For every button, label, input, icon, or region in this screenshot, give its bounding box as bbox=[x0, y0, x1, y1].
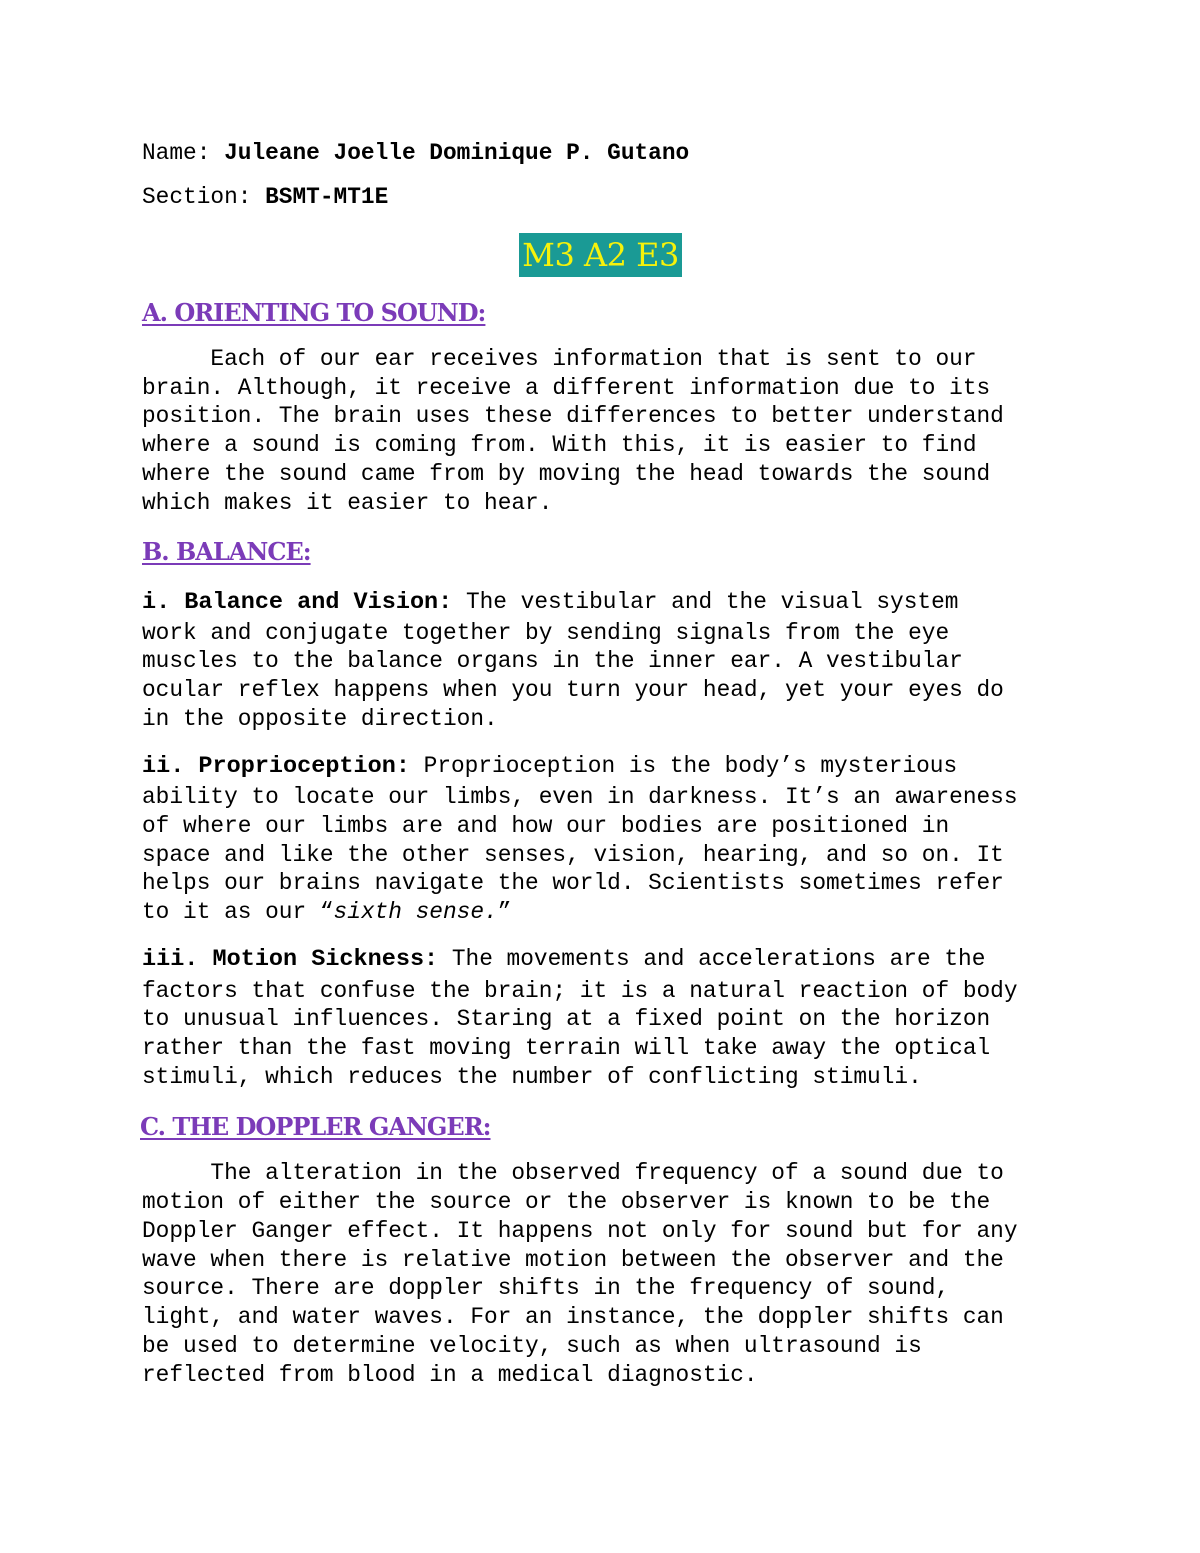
name-label: Name: bbox=[142, 140, 225, 166]
section-a-line: brain. Although, it receive a different information due to its bbox=[142, 375, 991, 401]
proprioception-first-line bbox=[142, 752, 957, 781]
section-c-line: light, and water waves. For an instance, the doppler shifts can bbox=[142, 1304, 1004, 1330]
proprioception-line: of where our limbs are and how our bodies are positioned in bbox=[142, 813, 950, 839]
section-c-heading: C. THE DOPPLER GANGER: bbox=[140, 1112, 491, 1141]
balance-vision-text: The vestibular and the visual system bbox=[452, 589, 959, 615]
section-value: BSMT-MT1E bbox=[265, 184, 389, 210]
proprioception-last-suffix: ” bbox=[497, 899, 512, 925]
balance-vision-term: i. Balance and Vision: bbox=[142, 589, 453, 616]
balance-vision-line: ocular reflex happens when you turn your head, yet your eyes do bbox=[142, 677, 1004, 703]
balance-vision-first-line bbox=[142, 588, 958, 617]
proprioception-text: Proprioception is the body’s mysterious bbox=[409, 753, 958, 779]
section-a-heading: A. ORIENTING TO SOUND: bbox=[142, 298, 486, 327]
section-c-line: wave when there is relative motion between the observer and the bbox=[142, 1247, 1004, 1273]
motion-sickness-term: iii. Motion Sickness: bbox=[142, 946, 439, 973]
section-a-line: Each of our ear receives information that is sent to our bbox=[142, 346, 977, 372]
section-label: Section: bbox=[142, 184, 266, 210]
motion-sickness-line: stimuli, which reduces the number of conflicting stimuli. bbox=[142, 1064, 922, 1090]
balance-vision-line: in the opposite direction. bbox=[142, 706, 498, 732]
balance-vision-line: muscles to the balance organs in the inner ear. A vestibular bbox=[142, 648, 963, 674]
proprioception-line: space and like the other senses, vision, hearing, and so on. It bbox=[142, 842, 1004, 868]
motion-sickness-line: rather than the fast moving terrain will take away the optical bbox=[142, 1035, 991, 1061]
section-c-line: reflected from blood in a medical diagnostic. bbox=[142, 1362, 758, 1388]
page-title: M3 A2 E3 bbox=[522, 236, 679, 274]
name-line bbox=[142, 139, 689, 168]
section-c-line: be used to determine velocity, such as when ultrasound is bbox=[142, 1333, 922, 1359]
sixth-sense-text: sixth sense. bbox=[333, 899, 498, 925]
motion-sickness-line: to unusual influences. Staring at a fixed point on the horizon bbox=[142, 1006, 991, 1032]
proprioception-line: ability to locate our limbs, even in darkness. It’s an awareness bbox=[142, 784, 1018, 810]
balance-vision-line: work and conjugate together by sending signals from the eye bbox=[142, 620, 950, 646]
motion-sickness-text: The movements and accelerations are the bbox=[438, 946, 986, 972]
section-c-line: Doppler Ganger effect. It happens not only for sound but for any bbox=[142, 1218, 1018, 1244]
section-b-heading: B. BALANCE: bbox=[142, 537, 311, 566]
motion-sickness-line: factors that confuse the brain; it is a natural reaction of body bbox=[142, 978, 1018, 1004]
section-a-line: where the sound came from by moving the head towards the sound bbox=[142, 461, 991, 487]
section-c-line: The alteration in the observed frequency of a sound due to bbox=[142, 1160, 1004, 1186]
proprioception-last-prefix: to it as our “ bbox=[142, 899, 334, 925]
proprioception-line: helps our brains navigate the world. Scientists sometimes refer bbox=[142, 870, 1004, 896]
proprioception-last-line bbox=[142, 898, 511, 927]
section-a-line: position. The brain uses these differences to better understand bbox=[142, 403, 1004, 429]
section-line bbox=[142, 183, 388, 212]
section-c-line: source. There are doppler shifts in the frequency of sound, bbox=[142, 1275, 950, 1301]
section-a-line: where a sound is coming from. With this, it is easier to find bbox=[142, 432, 977, 458]
section-c-line: motion of either the source or the observer is known to be the bbox=[142, 1189, 991, 1215]
title-box bbox=[519, 233, 682, 277]
name-value: Juleane Joelle Dominique P. Gutano bbox=[224, 140, 690, 166]
proprioception-term: ii. Proprioception: bbox=[142, 753, 410, 780]
section-a-line: which makes it easier to hear. bbox=[142, 490, 553, 516]
motion-sickness-first-line bbox=[142, 945, 985, 974]
